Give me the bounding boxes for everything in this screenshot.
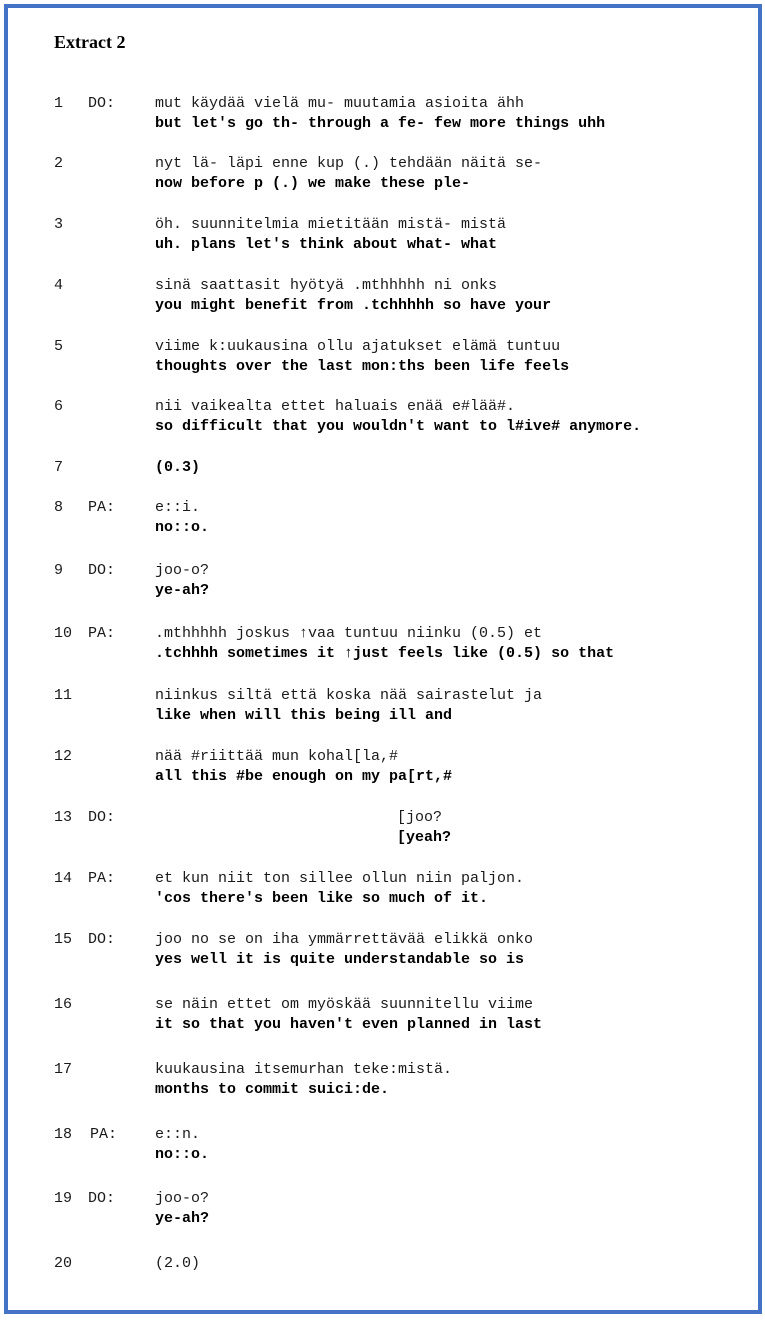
line-number: 7 xyxy=(54,459,64,476)
translation-text: no::o. xyxy=(155,519,210,536)
transcript-line xyxy=(0,155,760,199)
line-number: 3 xyxy=(54,216,64,233)
line-number: 17 xyxy=(54,1061,73,1078)
transcript-line xyxy=(0,338,760,382)
transcript-line xyxy=(0,562,760,606)
translation-text: ye-ah? xyxy=(155,582,210,599)
original-text: viime k:uukausina ollu ajatukset elämä tuntuu xyxy=(155,338,561,355)
transcript-line xyxy=(0,996,760,1040)
line-number: 16 xyxy=(54,996,73,1013)
transcript-line xyxy=(0,1190,760,1234)
translation-text: thoughts over the last mon:ths been life feels xyxy=(155,358,570,375)
line-number: 9 xyxy=(54,562,64,579)
speaker-label: PA: xyxy=(88,870,116,887)
speaker-label: PA: xyxy=(88,625,116,642)
original-text: [joo? xyxy=(397,809,443,826)
translation-text: all this #be enough on my pa[rt,# xyxy=(155,768,453,785)
original-text: joo-o? xyxy=(155,1190,210,1207)
line-number: 20 xyxy=(54,1255,73,1272)
extract-title: Extract 2 xyxy=(54,32,126,52)
transcript-line xyxy=(0,95,760,139)
translation-text: like when will this being ill and xyxy=(155,707,453,724)
transcript-line xyxy=(0,1255,760,1299)
original-text: e::i. xyxy=(155,499,201,516)
speaker-label: DO: xyxy=(88,1190,116,1207)
original-text: mut käydää vielä mu- muutamia asioita ähh xyxy=(155,95,525,112)
line-number: 4 xyxy=(54,277,64,294)
line-number: 13 xyxy=(54,809,73,826)
transcript-line xyxy=(0,809,760,853)
transcript-line xyxy=(0,931,760,975)
transcript-line xyxy=(0,687,760,731)
original-text: nii vaikealta ettet haluais enää e#lää#. xyxy=(155,398,516,415)
translation-text: it so that you haven't even planned in last xyxy=(155,1016,543,1033)
original-text: joo no se on iha ymmärrettävää elikkä onko xyxy=(155,931,534,948)
line-number: 12 xyxy=(54,748,73,765)
pause-marker: (2.0) xyxy=(155,1255,201,1272)
translation-text: no::o. xyxy=(155,1146,210,1163)
original-text: joo-o? xyxy=(155,562,210,579)
transcript-line xyxy=(0,459,760,503)
original-text: nyt lä- läpi enne kup (.) tehdään näitä se- xyxy=(155,155,543,172)
line-number: 5 xyxy=(54,338,64,355)
line-number: 15 xyxy=(54,931,73,948)
original-text: öh. suunnitelmia mietitään mistä- mistä xyxy=(155,216,507,233)
original-text: niinkus siltä että koska nää sairastelut ja xyxy=(155,687,543,704)
speaker-label: DO: xyxy=(88,562,116,579)
speaker-label: PA: xyxy=(90,1126,118,1143)
line-number: 19 xyxy=(54,1190,73,1207)
line-number: 14 xyxy=(54,870,73,887)
speaker-label: DO: xyxy=(88,809,116,826)
original-text: nää #riittää mun kohal[la,# xyxy=(155,748,399,765)
transcript-line xyxy=(0,1061,760,1105)
transcript-line xyxy=(0,216,760,260)
transcript-line xyxy=(0,277,760,321)
original-text: .mthhhhh joskus ↑vaa tuntuu niinku (0.5) et xyxy=(155,625,543,642)
translation-text: so difficult that you wouldn't want to l#ive# anymore. xyxy=(155,418,642,435)
line-number: 10 xyxy=(54,625,73,642)
line-number: 18 xyxy=(54,1126,73,1143)
translation-text: but let's go th- through a fe- few more things uhh xyxy=(155,115,606,132)
transcript-line xyxy=(0,1126,760,1170)
original-text: e::n. xyxy=(155,1126,201,1143)
translation-text: .tchhhh sometimes it ↑just feels like (0.5) so that xyxy=(155,645,615,662)
translation-text: yes well it is quite understandable so is xyxy=(155,951,525,968)
translation-text: you might benefit from .tchhhhh so have your xyxy=(155,297,552,314)
transcript-line xyxy=(0,398,760,442)
translation-text: ye-ah? xyxy=(155,1210,210,1227)
translation-text: uh. plans let's think about what- what xyxy=(155,236,498,253)
original-text: kuukausina itsemurhan teke:mistä. xyxy=(155,1061,453,1078)
translation-text: [yeah? xyxy=(397,829,452,846)
translation-text: months to commit suici:de. xyxy=(155,1081,390,1098)
transcript-line xyxy=(0,625,760,669)
line-number: 1 xyxy=(54,95,64,112)
transcript-line xyxy=(0,748,760,792)
speaker-label: PA: xyxy=(88,499,116,516)
original-text: et kun niit ton sillee ollun niin paljon. xyxy=(155,870,525,887)
line-number: 8 xyxy=(54,499,64,516)
line-number: 2 xyxy=(54,155,64,172)
original-text: sinä saattasit hyötyä .mthhhhh ni onks xyxy=(155,277,498,294)
pause-marker: (0.3) xyxy=(155,459,201,476)
transcript-line xyxy=(0,499,760,543)
translation-text: 'cos there's been like so much of it. xyxy=(155,890,489,907)
line-number: 11 xyxy=(54,687,73,704)
line-number: 6 xyxy=(54,398,64,415)
speaker-label: DO: xyxy=(88,931,116,948)
transcript-line xyxy=(0,870,760,914)
original-text: se näin ettet om myöskää suunnitellu viime xyxy=(155,996,534,1013)
translation-text: now before p (.) we make these ple- xyxy=(155,175,471,192)
speaker-label: DO: xyxy=(88,95,116,112)
